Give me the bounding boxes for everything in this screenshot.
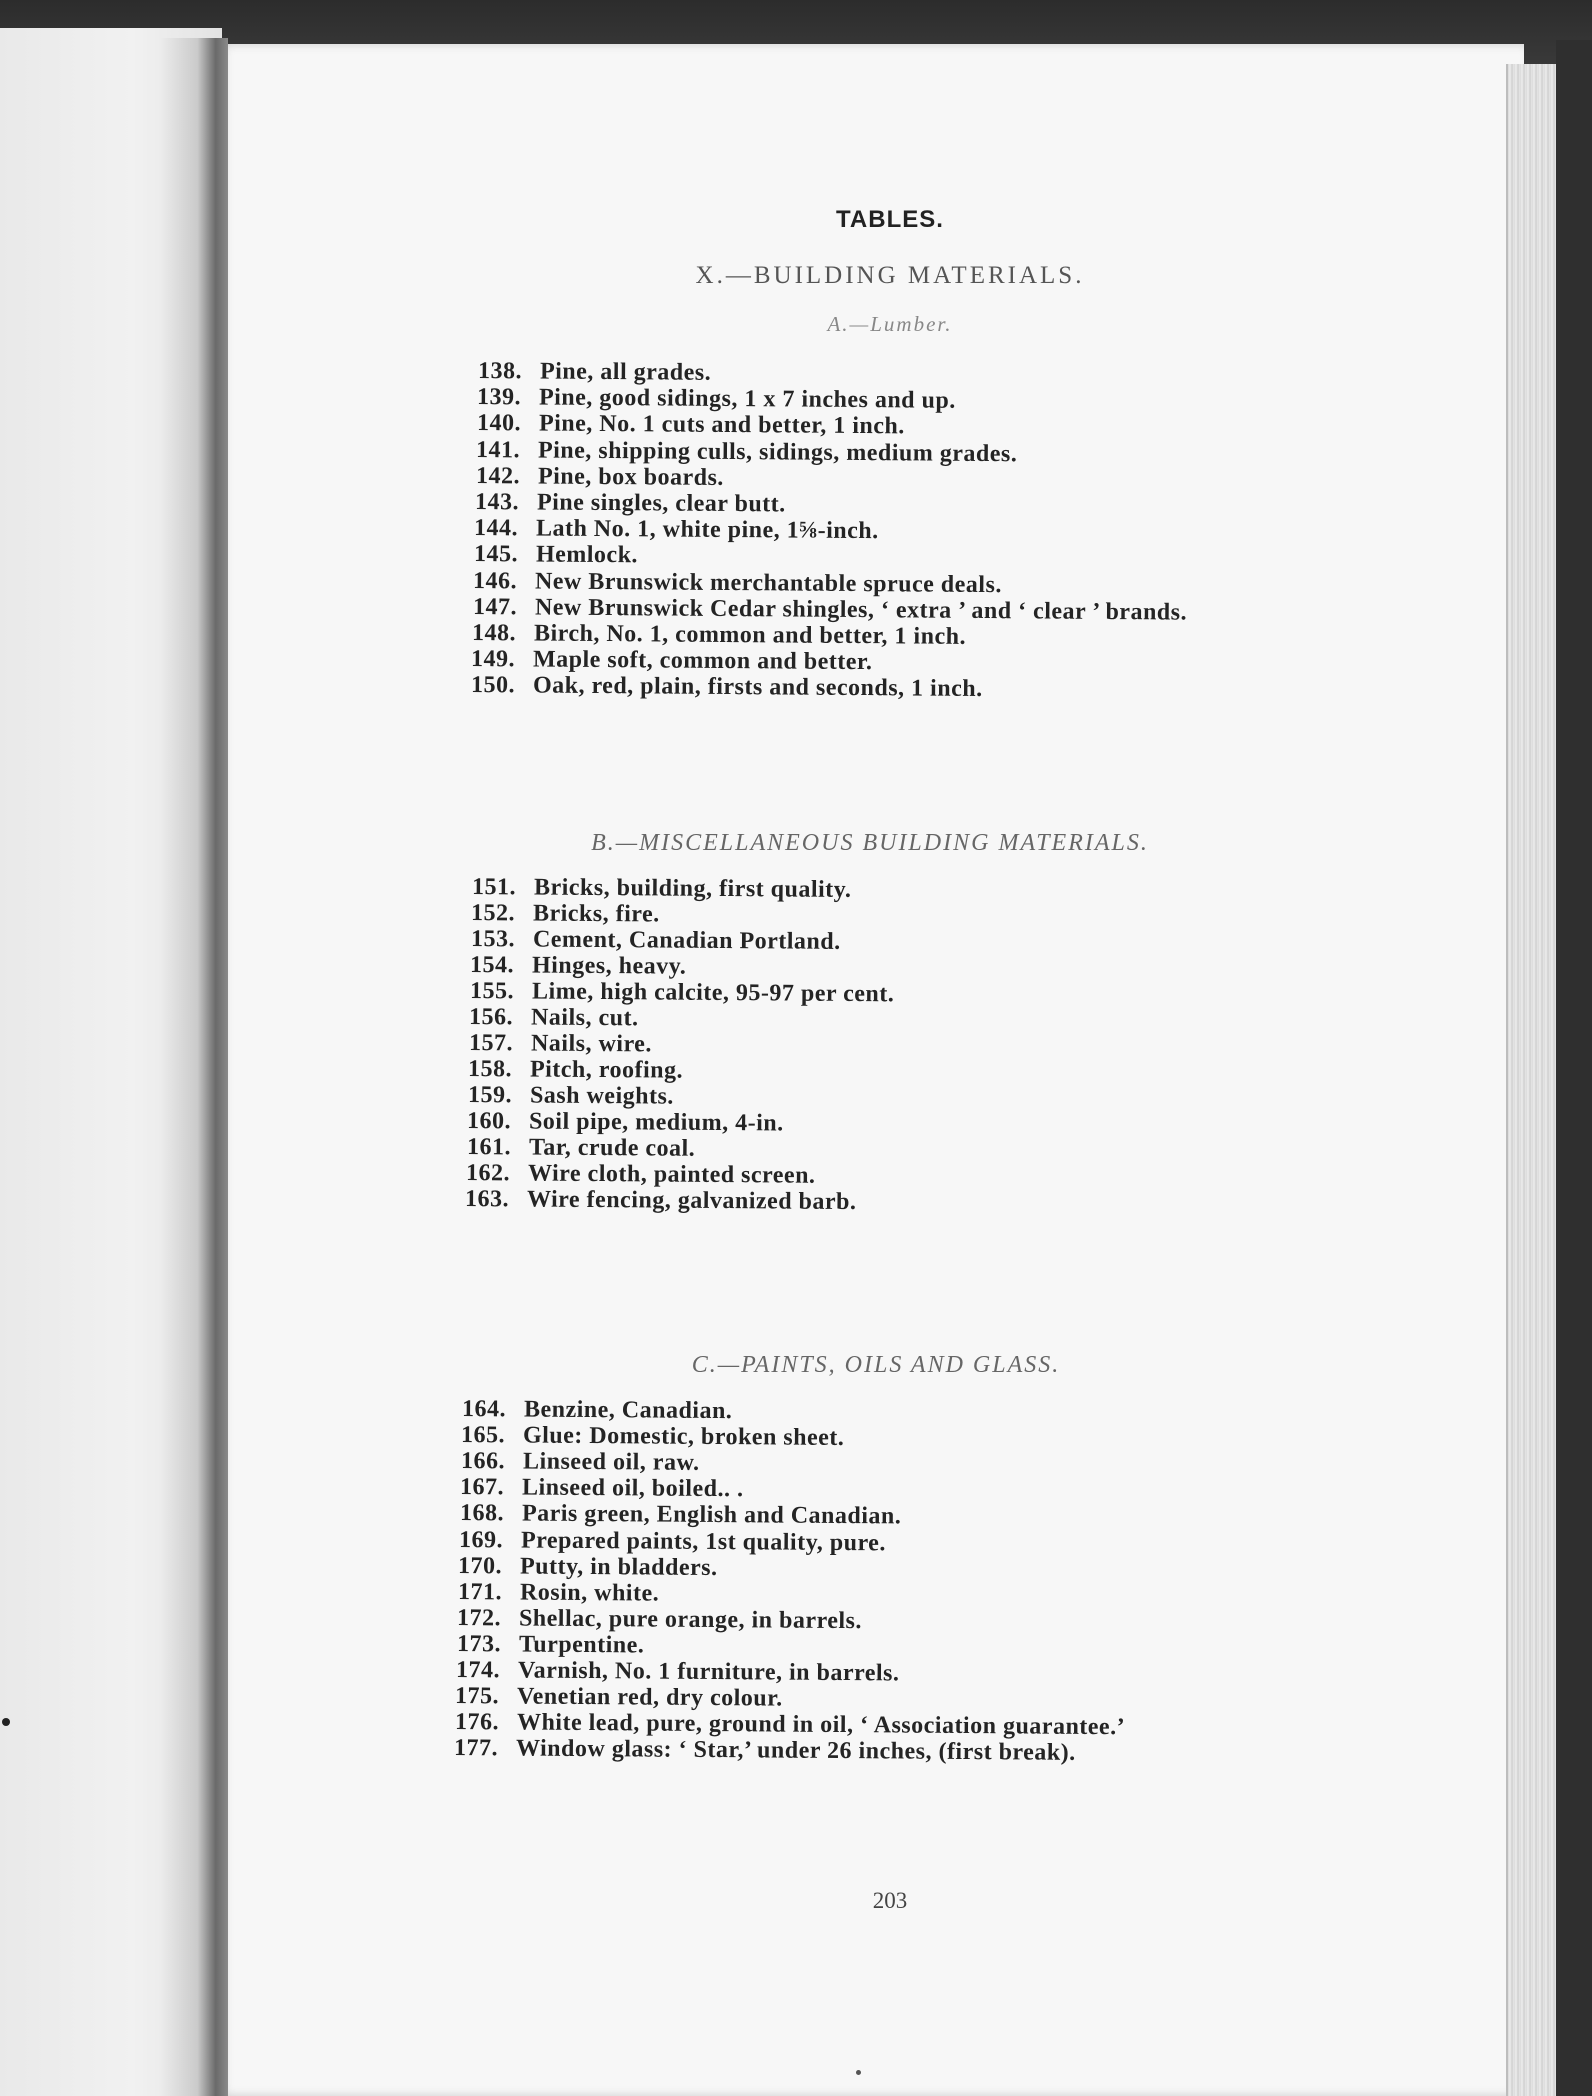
item-text: Nails, wire. [530, 1030, 652, 1058]
item-text: Pine, good sidings, 1 x 7 inches and up. [539, 384, 957, 414]
item-text: Putty, in bladders. [520, 1553, 719, 1581]
item-text: Turpentine. [518, 1631, 645, 1659]
list-item [457, 1605, 862, 1635]
item-text: Pine, shipping culls, sidings, medium grades. [538, 437, 1018, 467]
item-number: 168. [459, 1500, 504, 1527]
item-text: Prepared paints, 1st quality, pure. [520, 1526, 886, 1556]
list-item [470, 952, 687, 981]
item-number: 153. [470, 926, 515, 953]
list-item [477, 410, 905, 440]
list-item [466, 1134, 694, 1163]
item-text: White lead, pure, ground in oil, ‘ Association guarantee.’ [516, 1709, 1126, 1741]
item-text: Shellac, pure orange, in barrels. [519, 1605, 863, 1634]
item-number: 150. [470, 672, 515, 699]
item-text: Wire fencing, galvanized barb. [527, 1186, 857, 1216]
list-item [475, 463, 723, 492]
running-head: TABLES. [836, 206, 944, 233]
item-text: Paris green, English and Canadian. [521, 1500, 901, 1530]
section-title: X.—BUILDING MATERIALS. [695, 262, 1085, 289]
item-text: Birch, No. 1, common and better, 1 inch. [533, 620, 967, 650]
item-number: 138. [477, 358, 523, 385]
item-text: Pine, No. 1 cuts and better, 1 inch. [538, 410, 905, 440]
list-item [475, 489, 786, 518]
list-item [469, 1030, 652, 1058]
item-number: 176. [454, 1709, 499, 1736]
item-text: Glue: Domestic, broken sheet. [523, 1422, 845, 1452]
item-text: Window glass: ‘ Star,’ under 26 inches, (first break). [516, 1735, 1076, 1767]
page-edges [1506, 64, 1558, 2096]
item-text: Pine, box boards. [537, 463, 724, 491]
list-item [459, 1527, 886, 1557]
item-number: 164. [461, 1396, 507, 1423]
list-item [458, 1579, 659, 1608]
item-number: 170. [458, 1552, 503, 1579]
item-number: 151. [471, 874, 517, 901]
list-item [471, 672, 983, 703]
item-text: Maple soft, common and better. [533, 646, 873, 676]
item-number: 155. [469, 978, 514, 1005]
list-item [468, 1056, 683, 1085]
item-text: Pine, all grades. [539, 358, 712, 386]
item-number: 169. [458, 1526, 504, 1553]
group-heading-paints: C.—PAINTS, OILS AND GLASS. [691, 1352, 1061, 1378]
item-number: 172. [457, 1604, 502, 1632]
item-number: 173. [456, 1630, 501, 1658]
item-number: 157. [468, 1030, 513, 1057]
list-item [459, 1500, 901, 1530]
item-text: Rosin, white. [519, 1579, 660, 1607]
book-page [218, 44, 1524, 2096]
book-gutter [160, 38, 228, 2096]
list-item [458, 1553, 718, 1582]
item-number: 149. [471, 646, 516, 673]
item-text: Nails, cut. [531, 1004, 639, 1032]
group-heading-miscellaneous: B.—MISCELLANEOUS BUILDING MATERIALS. [591, 830, 1149, 856]
item-text: Pitch, roofing. [530, 1056, 684, 1084]
item-text: Linseed oil, boiled.. . [522, 1474, 744, 1503]
list-item [467, 1082, 673, 1111]
list-item [465, 1186, 857, 1216]
item-number: 140. [476, 410, 521, 437]
item-text: Varnish, No. 1 furniture, in barrels. [517, 1657, 900, 1687]
item-number: 145. [473, 541, 518, 568]
item-text: Cement, Canadian Portland. [532, 926, 841, 955]
item-text: Soil pipe, medium, 4-in. [528, 1108, 784, 1137]
item-number: 174. [455, 1657, 501, 1684]
item-number: 177. [454, 1735, 499, 1762]
list-item [455, 1683, 783, 1713]
item-number: 143. [474, 489, 520, 516]
list-item [461, 1448, 700, 1477]
item-number: 154. [470, 952, 515, 979]
item-number: 160. [466, 1108, 512, 1135]
item-text: Lath No. 1, white pine, 1⅝-inch. [536, 515, 880, 545]
list-item [466, 1160, 816, 1190]
scan-speck-bottom [856, 2070, 861, 2075]
list-item [462, 1396, 733, 1425]
item-number: 139. [477, 384, 522, 411]
list-item [467, 1108, 784, 1137]
page-number: 203 [872, 1888, 908, 1913]
item-number: 162. [465, 1160, 511, 1187]
item-number: 171. [457, 1578, 502, 1606]
list-item [478, 358, 711, 387]
item-number: 175. [455, 1683, 500, 1710]
item-number: 159. [467, 1082, 512, 1109]
list-item [469, 1004, 639, 1032]
item-text: Sash weights. [529, 1082, 674, 1110]
item-number: 152. [471, 900, 516, 927]
item-text: Bricks, fire. [533, 900, 661, 928]
item-text: New Brunswick Cedar shingles, ‘ extra ’ and ‘ clear ’ brands. [534, 594, 1187, 626]
item-text: Benzine, Canadian. [523, 1396, 733, 1425]
list-item [471, 900, 660, 928]
list-item [456, 1631, 644, 1659]
item-text: Hemlock. [535, 541, 638, 569]
item-number: 141. [476, 436, 521, 463]
item-number: 156. [469, 1004, 514, 1031]
item-text: Oak, red, plain, firsts and seconds, 1 inch. [532, 672, 983, 703]
item-text: Tar, crude coal. [528, 1134, 695, 1162]
item-number: 147. [472, 593, 517, 621]
item-number: 158. [468, 1056, 513, 1083]
item-text: Bricks, building, first quality. [533, 874, 852, 903]
list-item [471, 926, 841, 956]
item-number: 142. [475, 462, 520, 490]
item-text: Wire cloth, painted screen. [527, 1160, 816, 1189]
item-number: 166. [460, 1448, 505, 1475]
item-number: 144. [474, 515, 519, 542]
item-number: 161. [466, 1134, 511, 1161]
item-text: Lime, high calcite, 95-97 per cent. [531, 978, 895, 1008]
item-number: 148. [471, 620, 517, 647]
list-item [474, 541, 638, 569]
item-number: 167. [460, 1474, 505, 1501]
list-item [460, 1474, 744, 1503]
item-text: Linseed oil, raw. [522, 1448, 700, 1477]
right-shadow [1556, 40, 1592, 2096]
group-heading-lumber: A.—Lumber. [827, 312, 953, 336]
scan-speck [2, 1718, 10, 1726]
item-text: New Brunswick merchantable spruce deals. [535, 568, 1003, 598]
item-text: Venetian red, dry colour. [517, 1683, 784, 1712]
item-number: 146. [473, 567, 518, 594]
item-number: 163. [465, 1186, 510, 1213]
list-item [454, 1735, 1076, 1767]
item-number: 165. [461, 1422, 506, 1449]
item-text: Hinges, heavy. [532, 952, 687, 980]
item-text: Pine singles, clear butt. [536, 489, 786, 518]
